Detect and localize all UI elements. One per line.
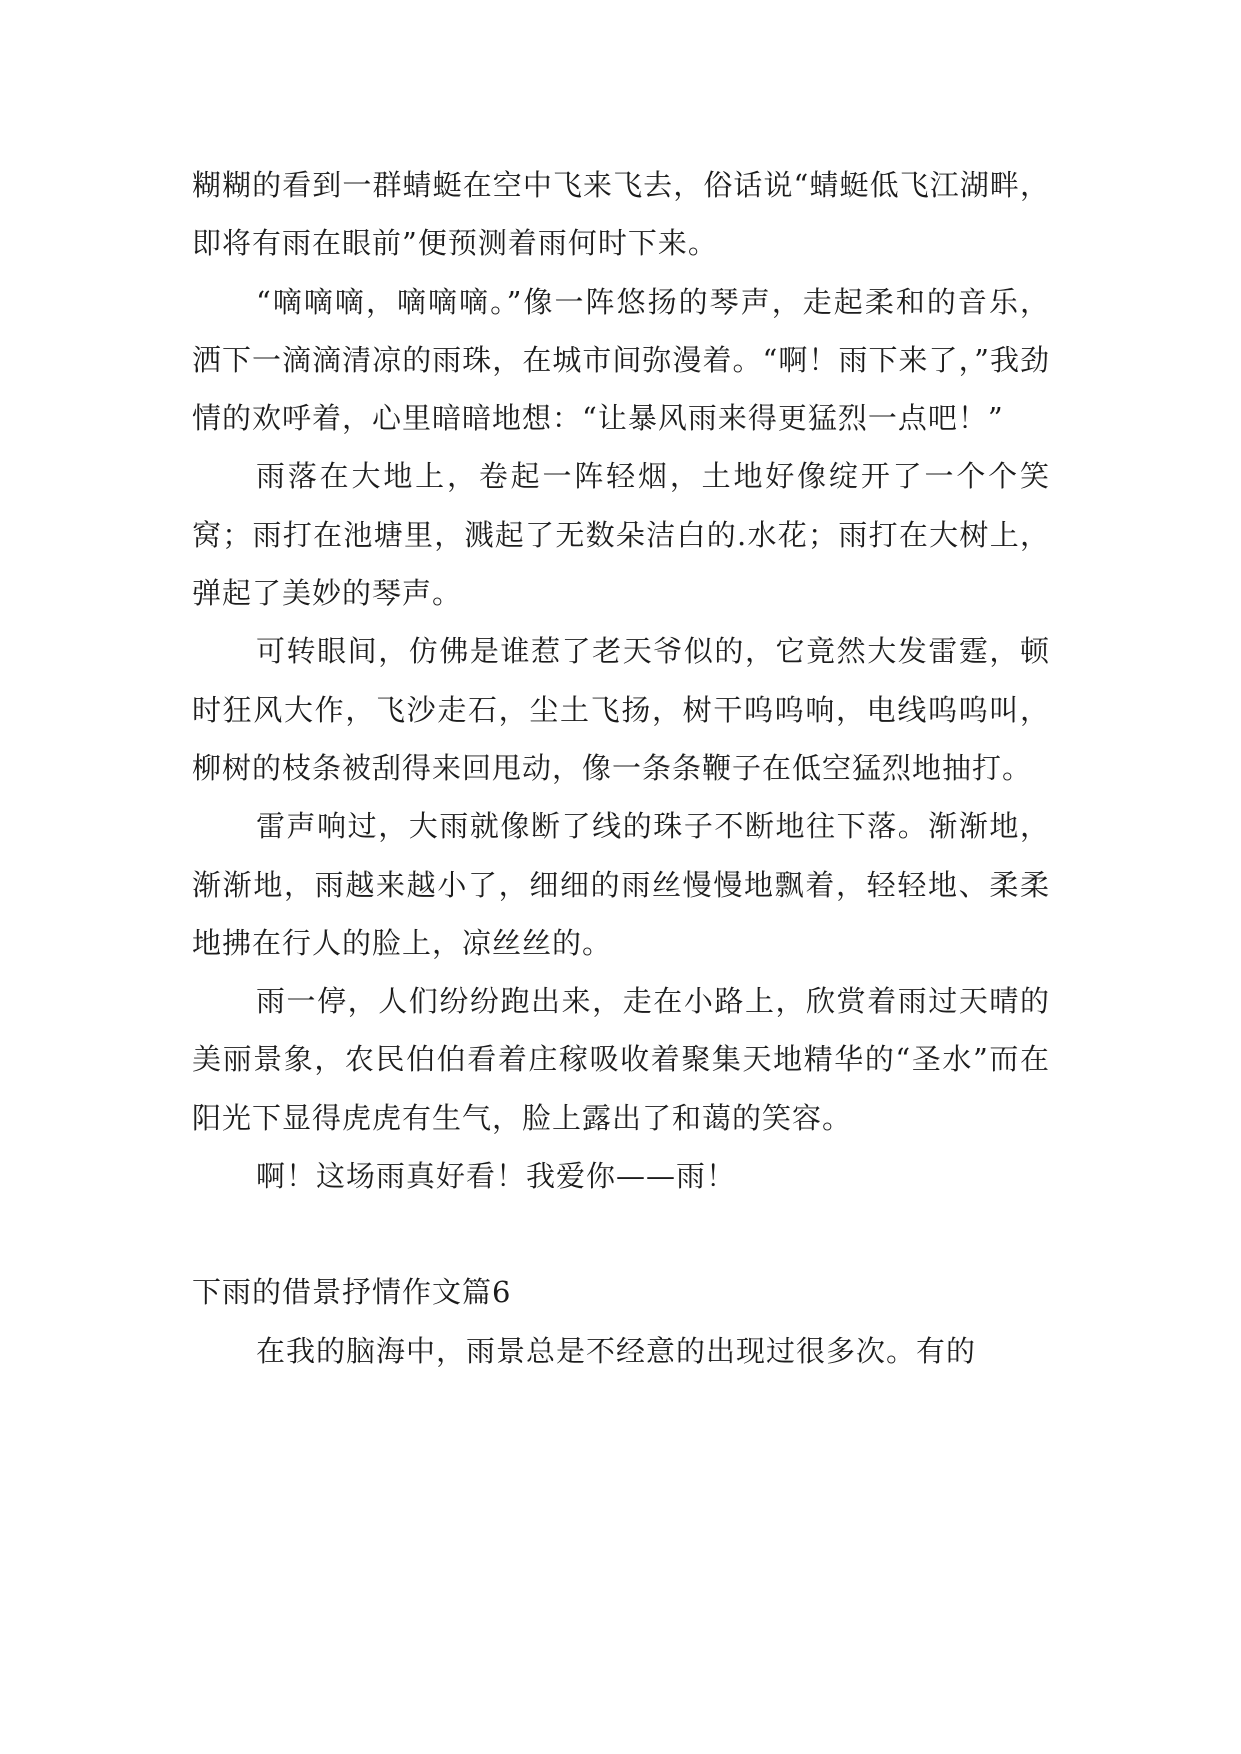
paragraph-continuation: 糊糊的看到一群蜻蜓在空中飞来飞去，俗话说“蜻蜓低飞江湖畔，即将有雨在眼前”便预测着雨何时下来。 (192, 168, 1050, 261)
paragraph: 雷声响过，大雨就像断了线的珠子不断地往下落。渐渐地，渐渐地，雨越来越小了，细细的雨丝慢慢地飘着，轻轻地、柔柔地拂在行人的脸上，凉丝丝的。 (192, 809, 1050, 960)
paragraph: 雨一停，人们纷纷跑出来，走在小路上，欣赏着雨过天晴的美丽景象，农民伯伯看着庄稼吸收着聚集天地精华的“圣水”而在阳光下显得虎虎有生气，脸上露出了和蔼的笑容。 (192, 984, 1050, 1135)
section-title: 下雨的借景抒情作文篇6 (192, 1275, 512, 1310)
paragraph: 可转眼间，仿佛是谁惹了老天爷似的，它竟然大发雷霆，顿时狂风大作，飞沙走石，尘土飞扬，树干呜呜响，电线呜呜叫，柳树的枝条被刮得来回甩动，像一条条鞭子在低空猛烈地抽打。 (192, 634, 1050, 785)
paragraph: 啊！这场雨真好看！我爱你——雨！ (256, 1159, 737, 1194)
paragraph: 雨落在大地上，卷起一阵轻烟，土地好像绽开了一个个笑窝；雨打在池塘里，溅起了无数朵洁白的.水花；雨打在大树上，弹起了美妙的琴声。 (192, 459, 1050, 611)
document-body (192, 156, 1050, 1380)
paragraph: 在我的脑海中，雨景总是不经意的出现过很多次。有的 (256, 1333, 977, 1368)
paragraph: “嘀嘀嘀，嘀嘀嘀。”像一阵悠扬的琴声，走起柔和的音乐，洒下一滴滴清凉的雨珠，在城市间弥漫着。“啊！雨下来了，”我劲情的欢呼着，心里暗暗地想：“让暴风雨来得更猛烈一点吧！” (192, 284, 1050, 436)
